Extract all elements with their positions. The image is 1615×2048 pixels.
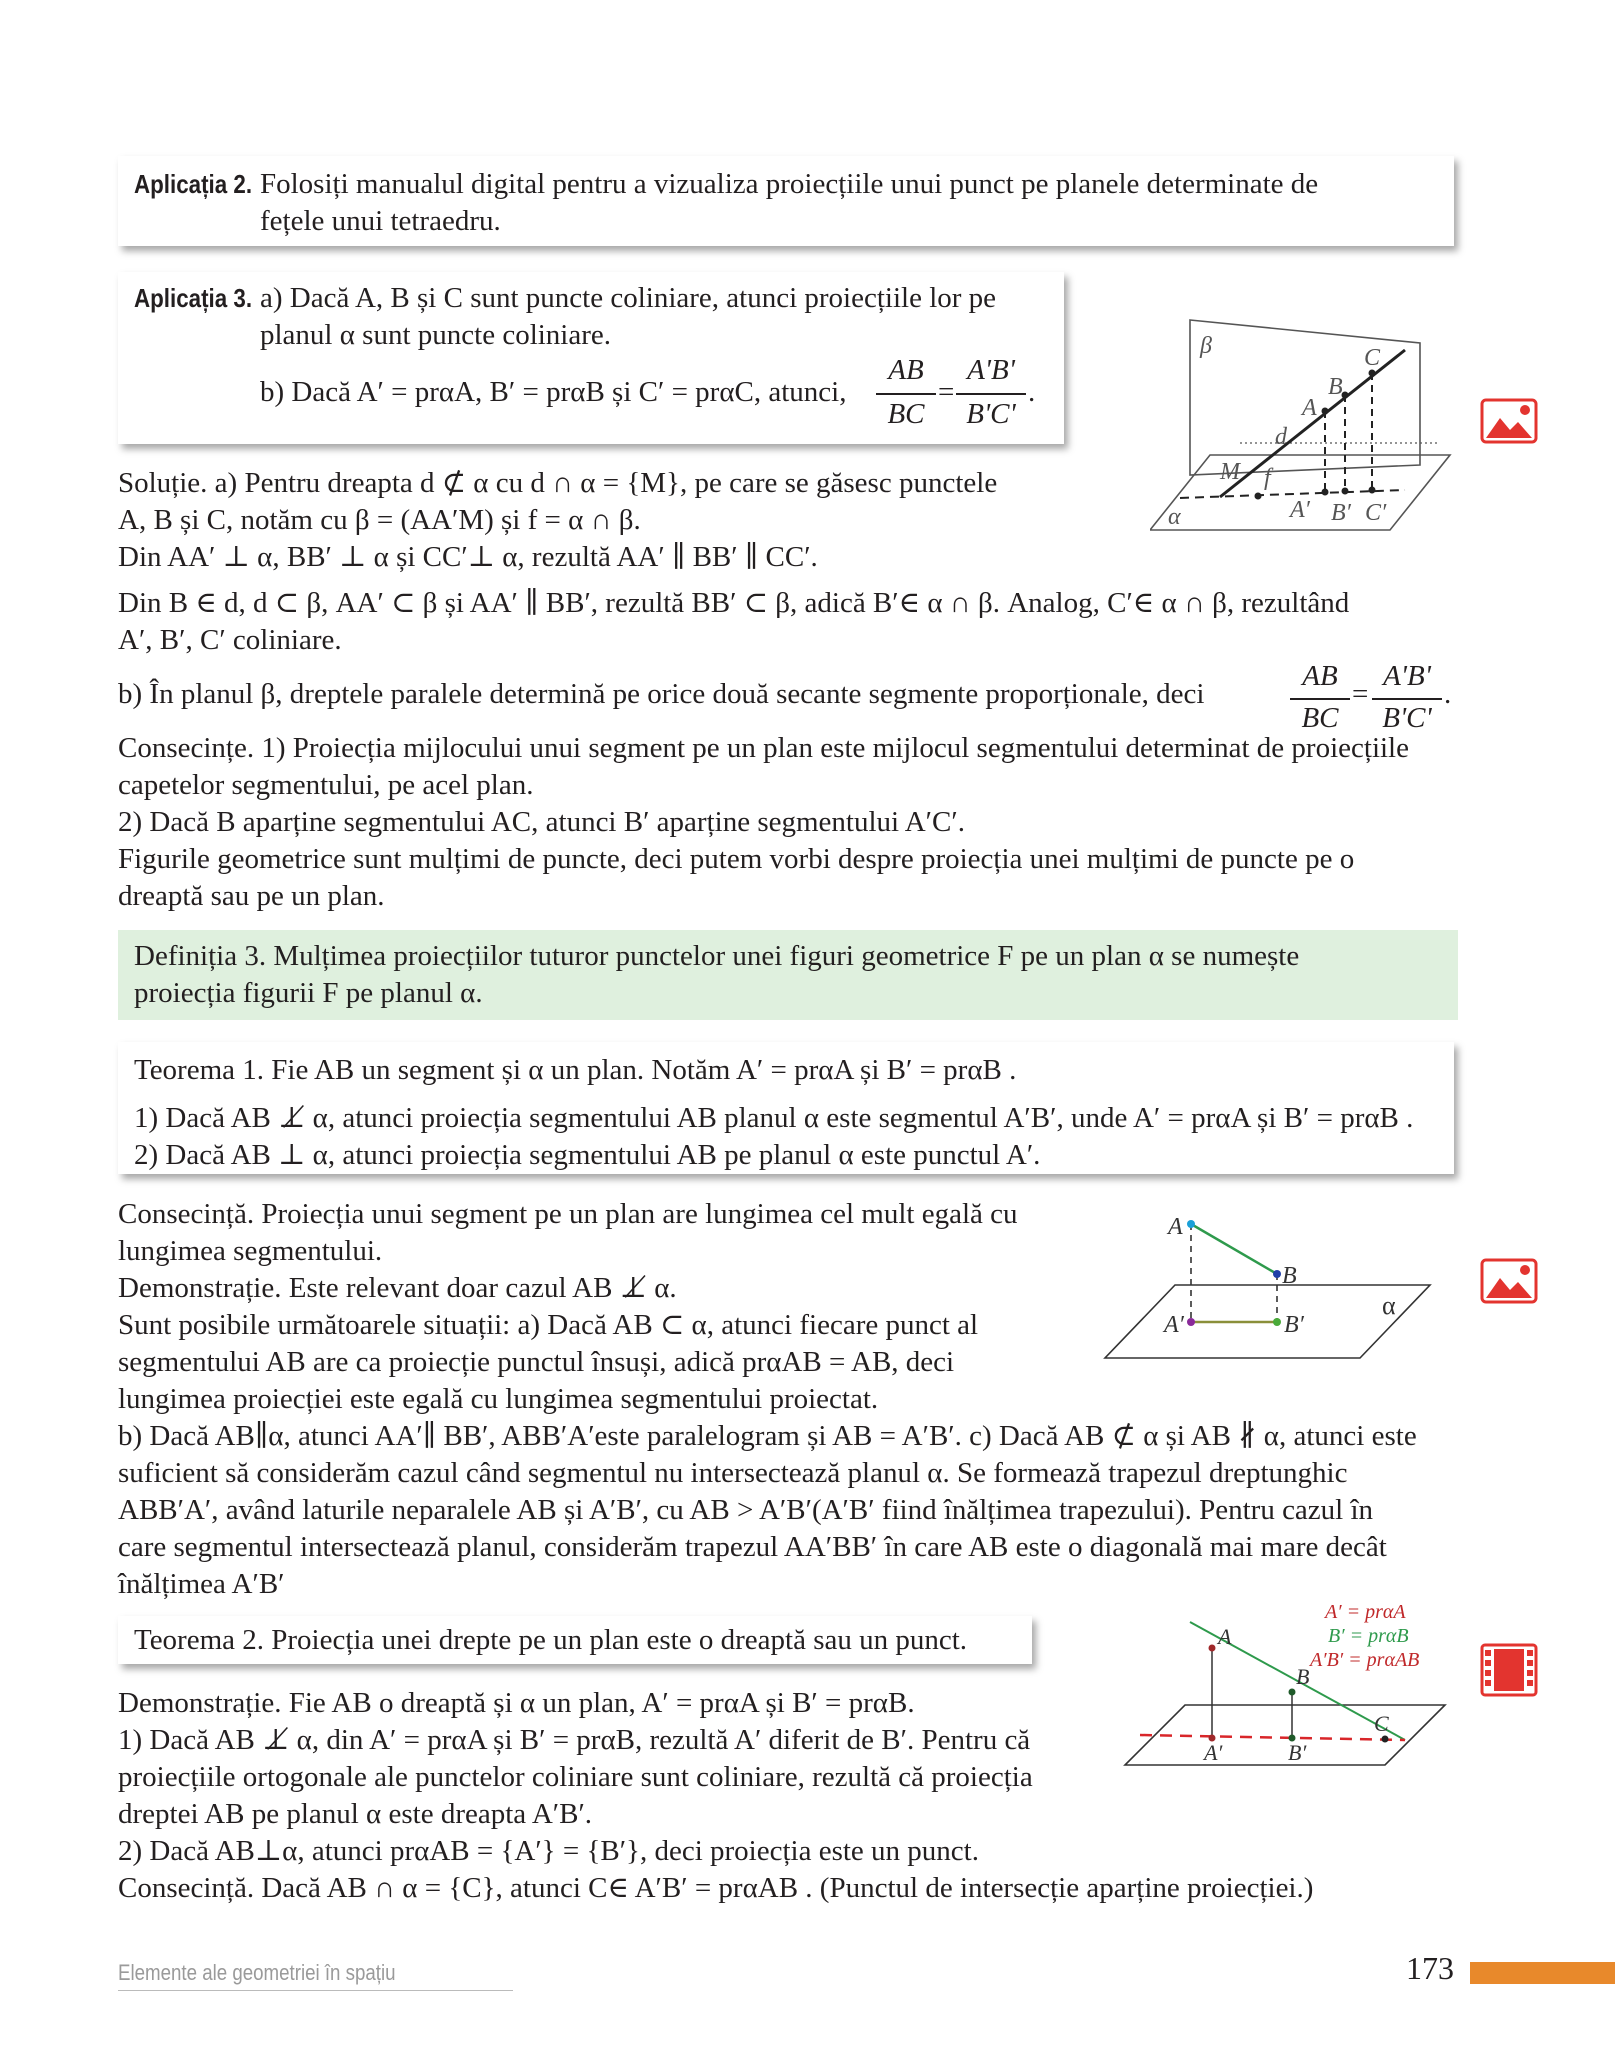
fig1-label-alpha: α xyxy=(1168,504,1181,530)
sol-frac-right-den: B'C' xyxy=(1382,702,1432,734)
consequence-1-line6: lungimea proiecției este egală cu lungimea segmentului proiectat. xyxy=(118,1383,879,1415)
app3-frac-equals: = xyxy=(938,376,955,408)
definition-3-line1: Definiția 3. Mulțimea proiecțiilor tuturor punctelor unei figuri geometrice F pe un plan α se numește xyxy=(134,940,1300,972)
consequence-1-line10: care segmentul intersectează planul, considerăm trapezul AA′BB′ în care AB este o diagonală mai mare decât xyxy=(118,1531,1387,1563)
fig3-label-B1: B′ xyxy=(1288,1740,1307,1765)
figure-collinear-projections xyxy=(1150,315,1460,540)
solution-line2: A, B și C, notăm cu β = (AA′M) și f = α ∩ β. xyxy=(118,504,641,536)
application-3-a-line2: planul α sunt puncte coliniare. xyxy=(260,319,612,351)
definition-3-line2: proiecția figurii F pe planul α. xyxy=(134,977,483,1009)
app3-frac-right-bar xyxy=(956,393,1026,395)
demo-2-line2: 1) Dacă AB ⊥̸ α, din A′ = prαA și B′ = prαB, rezultă A′ diferit de B′. Pentru că xyxy=(118,1724,1031,1756)
app3-frac-left-bar xyxy=(876,393,936,395)
fig2-label-alpha: α xyxy=(1382,1291,1396,1320)
fig2-label-A: A xyxy=(1168,1214,1183,1240)
solution-line3: Din AA′ ⊥ α, BB′ ⊥ α și CC′⊥ α, rezultă AA′ ∥ BB′ ∥ CC′. xyxy=(118,541,818,573)
sol-frac-period: . xyxy=(1444,678,1452,710)
fig1-label-C: C xyxy=(1364,345,1381,371)
solution-line1: Soluție. a) Pentru dreapta d ⊄ α cu d ∩ α = {M}, pe care se găsesc punctele xyxy=(118,467,998,499)
footer-chapter-title: Elemente ale geometriei în spațiu xyxy=(118,1960,396,1985)
consequence-1-line3: Demonstrație. Este relevant doar cazul AB ⊥̸ α. xyxy=(118,1272,677,1304)
line-A1B1-projection xyxy=(1140,1735,1405,1740)
fig1-label-beta: β xyxy=(1200,333,1212,359)
demo-2-line3: proiecțiile ortogonale ale punctelor coliniare sunt coliniare, rezultă că proiecția xyxy=(118,1761,1033,1793)
consequences-line4: Figurile geometrice sunt mulțimi de puncte, deci putem vorbi despre proiecția unei mulțimi de puncte pe o xyxy=(118,843,1355,875)
consequence-1-line5: segmentului AB are ca proiecție punctul însuși, adică prαAB = AB, deci xyxy=(118,1346,955,1378)
fig3-label-B: B xyxy=(1296,1664,1310,1689)
consequences-line5: dreaptă sau pe un plan. xyxy=(118,880,385,912)
fig1-label-A1: A′ xyxy=(1290,497,1310,523)
app3-frac-left-den: BC xyxy=(887,398,925,430)
theorem-1-line3: 2) Dacă AB ⊥ α, atunci proiecția segmentului AB pe planul α este punctul A′. xyxy=(134,1139,1041,1171)
sol-frac-right-bar xyxy=(1372,698,1442,700)
consequences-line3: 2) Dacă B aparține segmentului AC, atunci B′ aparține segmentului A′C′. xyxy=(118,806,965,838)
fig3-legend-2: B′ = prαB xyxy=(1328,1625,1409,1647)
demo-2-line5: 2) Dacă AB⊥α, atunci prαAB = {A′} = {B′}, deci proiecția este un punct. xyxy=(118,1835,979,1867)
demo-2-line6: Consecință. Dacă AB ∩ α = {C}, atunci C∈ A′B′ = prαAB . (Punctul de intersecție aparține proiecției.) xyxy=(118,1872,1314,1904)
image-icon[interactable] xyxy=(1480,398,1538,444)
app3-frac-left-num: AB xyxy=(888,354,924,386)
fig2-label-B1: B′ xyxy=(1284,1312,1304,1338)
sol-frac-left-bar xyxy=(1290,698,1350,700)
application-3-a-line1: a) Dacă A, B și C sunt puncte coliniare, atunci proiecțiile lor pe xyxy=(260,282,997,314)
consequences-line2: capetelor segmentului, pe acel plan. xyxy=(118,769,534,801)
solution-line6: b) În planul β, dreptele paralele determină pe orice două secante segmente proporționale, deci xyxy=(118,678,1205,710)
fig1-label-B1: B′ xyxy=(1331,500,1351,526)
line-d xyxy=(1220,350,1405,497)
application-2-label: Aplicația 2. xyxy=(134,169,253,199)
consequence-1-line2: lungimea segmentului. xyxy=(118,1235,383,1267)
fig3-label-A1: A′ xyxy=(1204,1740,1223,1765)
solution-line5: A′, B′, C′ coliniare. xyxy=(118,624,342,656)
consequence-1-line9: ABB′A′, având laturile neparalele AB și A′B′, cu AB > A′B′(A′B′ fiind înălțimea trapezului). Pentru cazul în xyxy=(118,1494,1374,1526)
figure-line-projection xyxy=(1120,1600,1450,1770)
figure-segment-projection xyxy=(1100,1210,1440,1365)
demo-2-line1: Demonstrație. Fie AB o dreaptă și α un plan, A′ = prαA și B′ = prαB. xyxy=(118,1687,915,1719)
fig1-label-C1: C′ xyxy=(1365,500,1387,526)
consequence-1-line1: Consecință. Proiecția unui segment pe un plan are lungimea cel mult egală cu xyxy=(118,1198,1018,1230)
fig1-label-d: d xyxy=(1275,424,1287,450)
segment-AB xyxy=(1191,1224,1277,1274)
consequence-1-line8: suficient să considerăm cazul când segmentul nu intersectează planul α. Se formează trapezul dreptunghic xyxy=(118,1457,1348,1489)
page-number: 173 xyxy=(1406,1950,1454,1986)
footer-rule xyxy=(118,1990,513,1991)
app3-frac-period: . xyxy=(1028,376,1036,408)
application-3-b-text: b) Dacă A′ = prαA, B′ = prαB și C′ = prαC, atunci, xyxy=(260,376,847,408)
theorem-1-line1: Teorema 1. Fie AB un segment și α un plan. Notăm A′ = prαA și B′ = prαB . xyxy=(134,1054,1017,1086)
consequence-1-line4: Sunt posibile următoarele situații: a) Dacă AB ⊂ α, atunci fiecare punct al xyxy=(118,1309,979,1341)
theorem-2-text: Teorema 2. Proiecția unei drepte pe un plan este o dreaptă sau un punct. xyxy=(134,1624,968,1656)
application-3-label: Aplicația 3. xyxy=(134,283,253,313)
consequences-line1: Consecințe. 1) Proiecția mijlocului unui segment pe un plan este mijlocul segmentului determinat de proiecțiile xyxy=(118,732,1409,764)
fig1-label-A: A xyxy=(1302,395,1317,421)
consequence-1-line7: b) Dacă AB∥α, atunci AA′∥ BB′, ABB′A′este paralelogram și AB = A′B′. c) Dacă AB ⊄ α și AB ∦ α, atunci este xyxy=(118,1420,1417,1452)
sol-frac-right-num: A'B' xyxy=(1383,660,1431,692)
app3-frac-right-den: B'C' xyxy=(966,398,1016,430)
application-2-line2: fețele unui tetraedru. xyxy=(260,205,501,237)
fig2-label-B: B xyxy=(1282,1263,1297,1289)
fig2-label-A1: A′ xyxy=(1164,1312,1184,1338)
sol-frac-equals: = xyxy=(1352,678,1369,710)
sol-frac-left-num: AB xyxy=(1302,660,1338,692)
fig3-legend-1: A′ = prαA xyxy=(1325,1601,1406,1623)
application-2-line1: Folosiți manualul digital pentru a vizualiza proiecțiile unui punct pe planele determinate de xyxy=(260,168,1319,200)
solution-line4: Din B ∈ d, d ⊂ β, AA′ ⊂ β și AA′ ∥ BB′, rezultă BB′ ⊂ β, adică B′∈ α ∩ β. Analog, C′∈ α ∩ β, rezultând xyxy=(118,587,1350,619)
fig1-label-f: f xyxy=(1264,465,1271,491)
sol-frac-left-den: BC xyxy=(1301,702,1339,734)
app3-frac-right-num: A'B' xyxy=(967,354,1015,386)
video-icon[interactable] xyxy=(1480,1643,1538,1697)
fig1-label-B: B xyxy=(1328,374,1343,400)
consequence-1-line11: înălțimea A′B′ xyxy=(118,1568,285,1600)
fig3-legend-3: A′B′ = prαAB xyxy=(1310,1649,1420,1671)
demo-2-line4: dreptei AB pe planul α este dreapta A′B′. xyxy=(118,1798,593,1830)
page-accent-bar xyxy=(1470,1962,1615,1984)
fig1-label-M: M xyxy=(1220,459,1240,485)
fig3-label-C: C xyxy=(1374,1711,1389,1736)
image-icon[interactable] xyxy=(1480,1258,1538,1304)
theorem-1-line2: 1) Dacă AB ⊥̸ α, atunci proiecția segmentului AB planul α este segmentul A′B′, unde A′ = prαA și B′ = prαB . xyxy=(134,1102,1414,1134)
fig3-label-A: A xyxy=(1218,1624,1232,1649)
